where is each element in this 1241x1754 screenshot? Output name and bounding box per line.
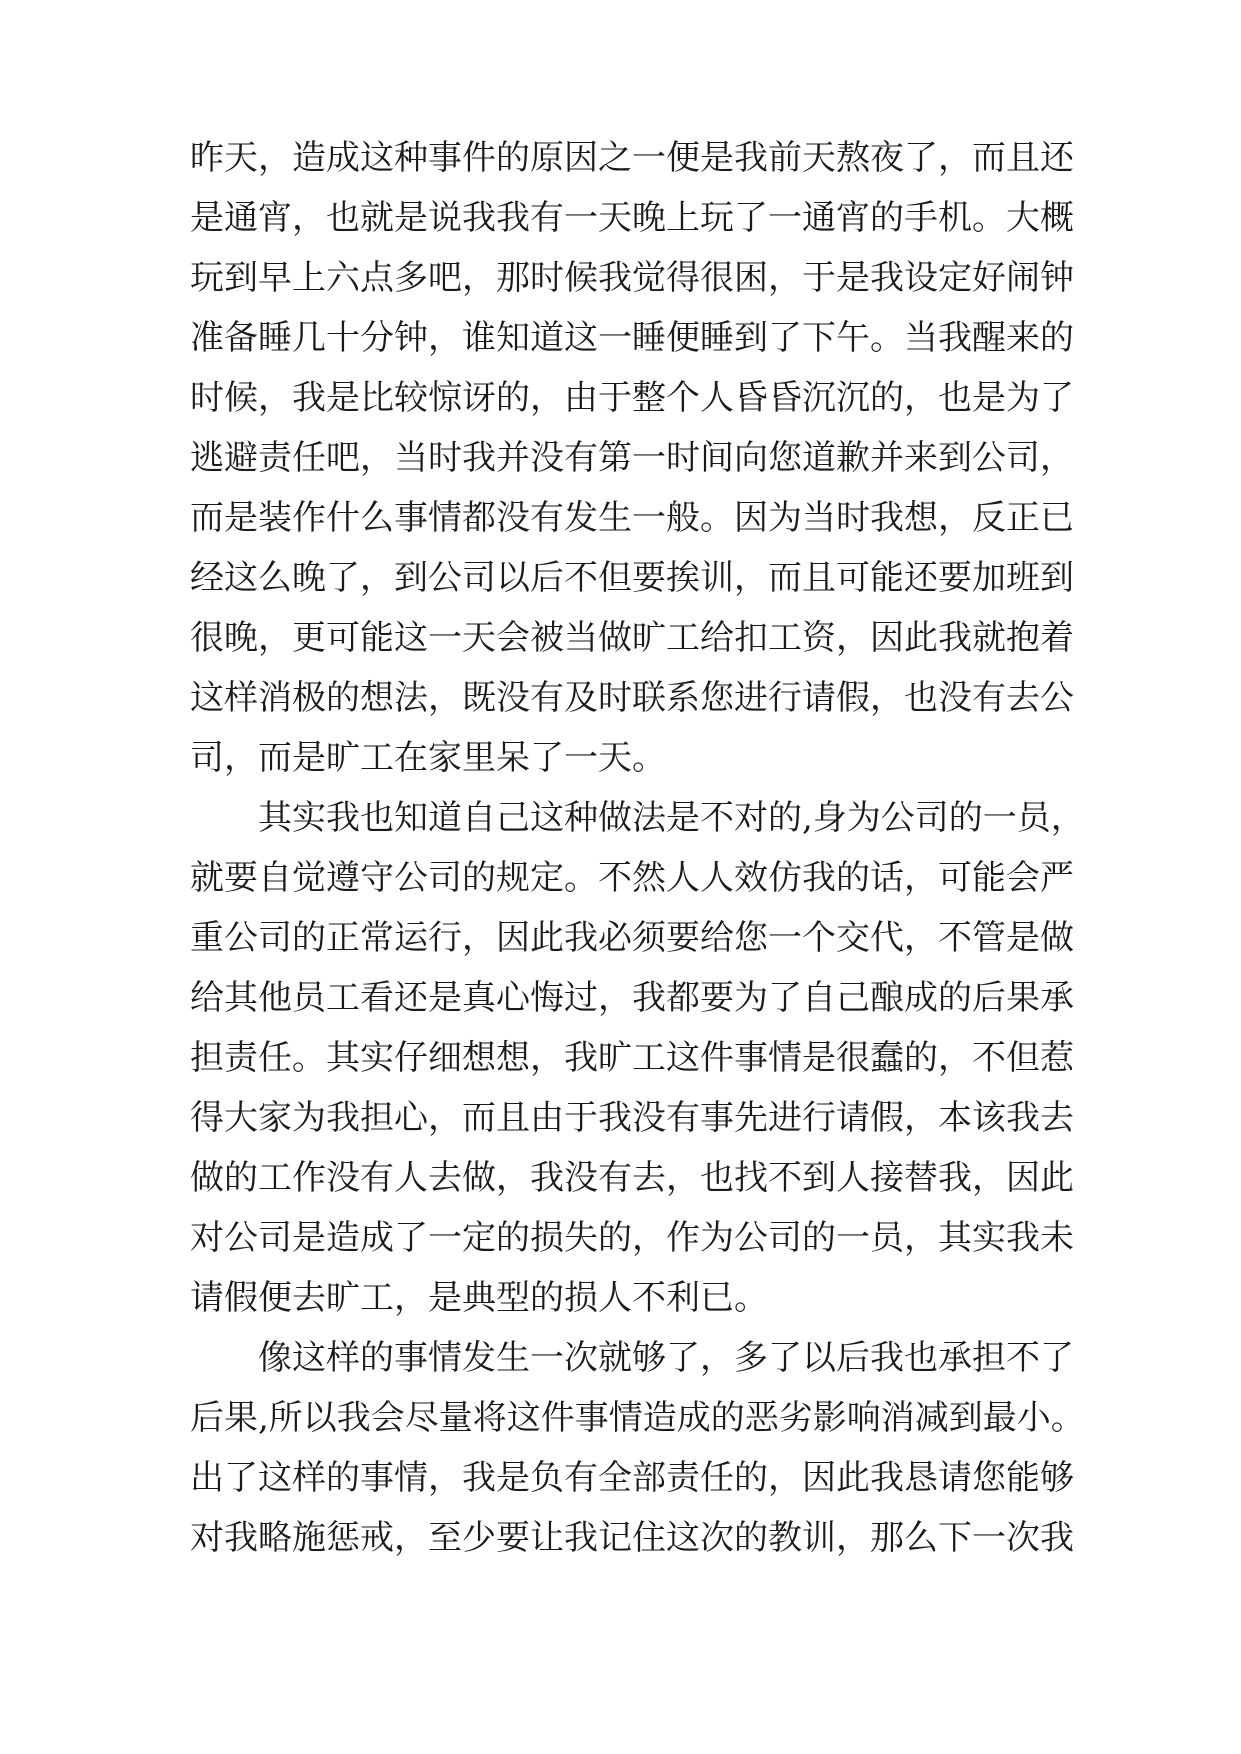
text-line: 重公司的正常运行，因此我必须要给您一个交代，不管是做: [190, 918, 1074, 958]
text-line: 得大家为我担心，而且由于我没有事先进行请假，本该我去: [190, 1098, 1074, 1138]
text-line: 这样消极的想法，既没有及时联系您进行请假，也没有去公: [190, 678, 1074, 718]
text-line: 时候，我是比较惊讶的，由于整个人昏昏沉沉的，也是为了: [190, 378, 1074, 418]
text-line: 给其他员工看还是真心悔过，我都要为了自己酿成的后果承: [190, 978, 1074, 1018]
text-line: 请假便去旷工，是典型的损人不利已。: [190, 1278, 768, 1318]
text-line: 准备睡几十分钟，谁知道这一睡便睡到了下午。当我醒来的: [190, 318, 1074, 358]
text-line: 担责任。其实仔细想想，我旷工这件事情是很蠢的，不但惹: [190, 1038, 1074, 1078]
text-line: 司，而是旷工在家里呆了一天。: [190, 738, 666, 778]
text-line: 后果,所以我会尽量将这件事情造成的恶劣影响消减到最小。: [190, 1398, 1085, 1438]
paragraph-first-line: 像这样的事情发生一次就够了，多了以后我也承担不了: [258, 1338, 1074, 1378]
text-line: 逃避责任吧，当时我并没有第一时间向您道歉并来到公司，: [190, 438, 1074, 478]
text-line: 而是装作什么事情都没有发生一般。因为当时我想，反正已: [190, 498, 1074, 538]
text-line: 出了这样的事情，我是负有全部责任的，因此我恳请您能够: [190, 1458, 1074, 1498]
text-line: 对公司是造成了一定的损失的，作为公司的一员，其实我未: [190, 1218, 1074, 1258]
text-line: 很晚，更可能这一天会被当做旷工给扣工资，因此我就抱着: [190, 618, 1074, 658]
text-line: 是通宵，也就是说我我有一天晚上玩了一通宵的手机。大概: [190, 198, 1074, 238]
text-line: 就要自觉遵守公司的规定。不然人人效仿我的话，可能会严: [190, 858, 1074, 898]
text-line: 对我略施惩戒，至少要让我记住这次的教训，那么下一次我: [190, 1518, 1074, 1558]
text-line: 做的工作没有人去做，我没有去，也找不到人接替我，因此: [190, 1158, 1074, 1198]
text-line: 玩到早上六点多吧，那时候我觉得很困，于是我设定好闹钟: [190, 258, 1074, 298]
text-line: 经这么晚了，到公司以后不但要挨训，而且可能还要加班到: [190, 558, 1074, 598]
paragraph-first-line: 其实我也知道自己这种做法是不对的,身为公司的一员，: [258, 798, 1085, 838]
text-line: 昨天，造成这种事件的原因之一便是我前天熬夜了，而且还: [190, 138, 1074, 178]
